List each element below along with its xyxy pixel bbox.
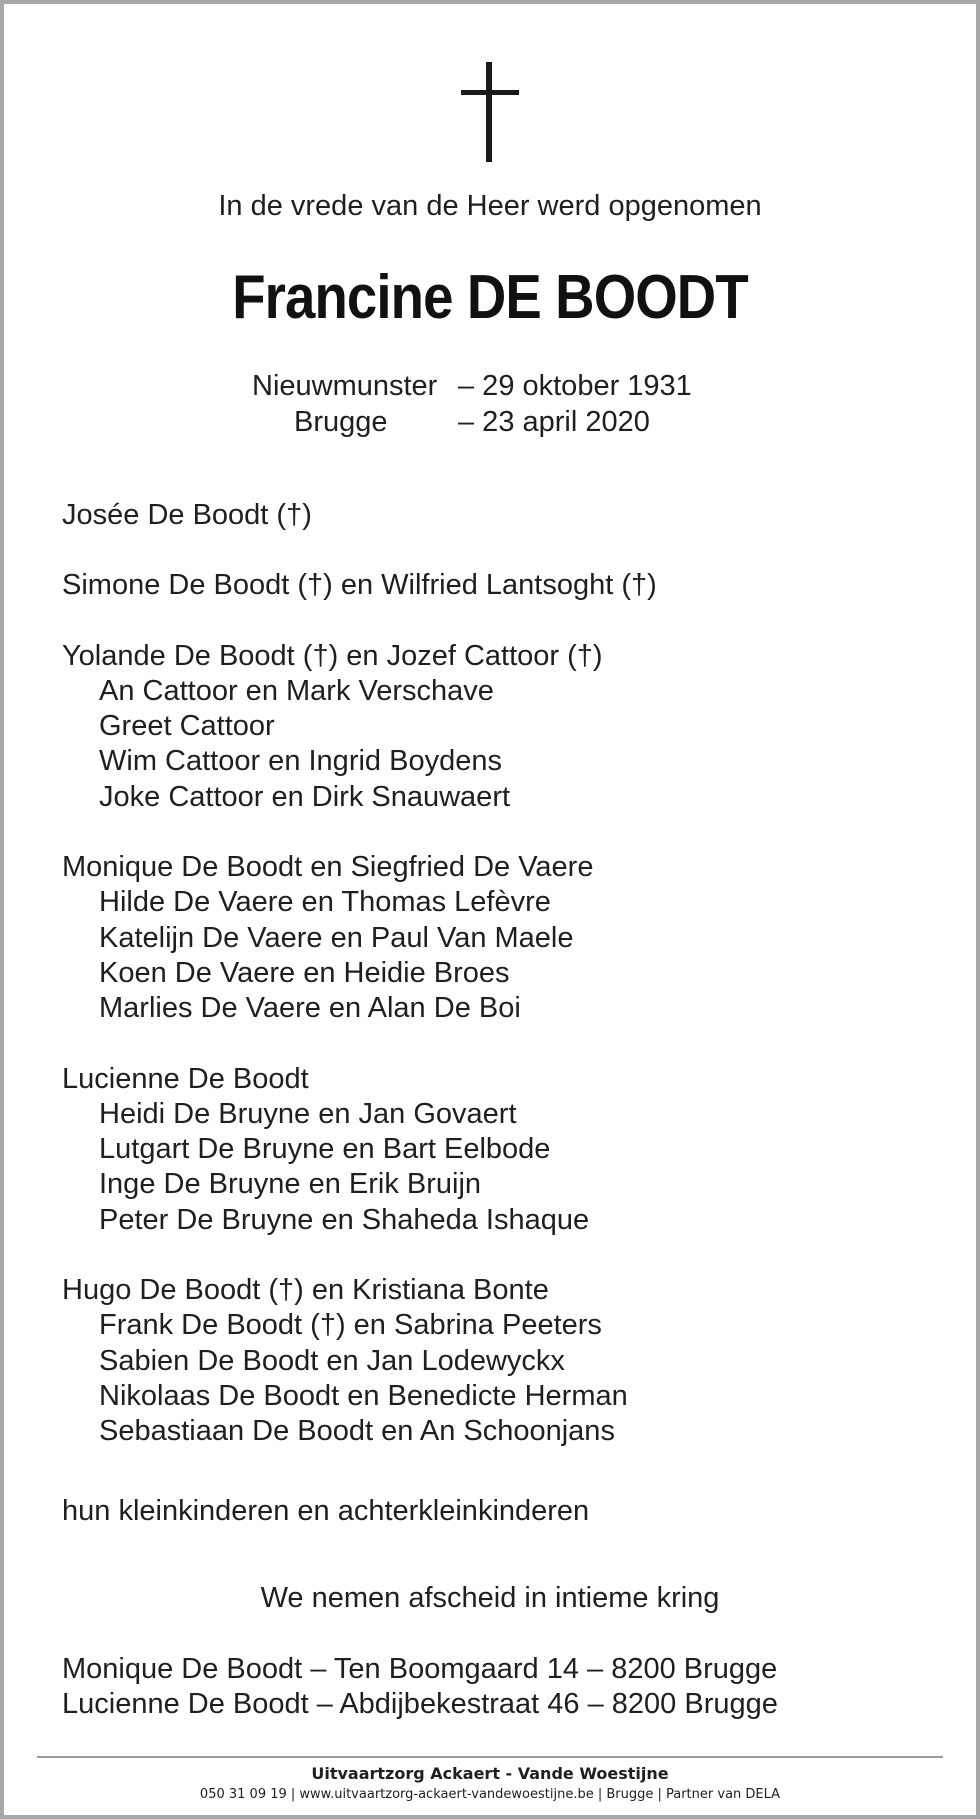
family-main-line: Josée De Boodt (†) <box>62 499 312 531</box>
family-main-line: Simone De Boodt (†) en Wilfried Lantsoght (†) <box>62 569 657 602</box>
family-sub-line: Joke Cattoor en Dirk Snauwaert <box>99 780 511 813</box>
family-sub-line: Sabien De Boodt en Jan Lodewyckx <box>99 1344 565 1377</box>
funeral-home-contact: 050 31 09 19 | www.uitvaartzorg-ackaert-vandewoestijne.be | Brugge | Partner van DELA <box>199 1787 781 1802</box>
funeral-home-name: Uitvaartzorg Ackaert - Vande Woestijne <box>311 1764 669 1783</box>
death-place: Brugge <box>294 406 388 438</box>
addresses <box>62 1652 778 1722</box>
family-sub-line: Nikolaas De Boodt en Benedicte Herman <box>99 1379 628 1412</box>
family-main-line: Lucienne De Boodt <box>62 1062 309 1095</box>
family-sub-line: Peter De Bruyne en Shaheda Ishaque <box>99 1203 590 1236</box>
family-sub-line: Wim Cattoor en Ingrid Boydens <box>99 745 502 778</box>
family-group <box>62 1062 942 1238</box>
deceased-name: Francine DE BOODT <box>232 263 748 332</box>
farewell-text: We nemen afscheid in intieme kring <box>260 1582 720 1614</box>
family-main-line: Yolande De Boodt (†) en Jozef Cattoor (†) <box>62 639 603 672</box>
family-group <box>62 850 942 1026</box>
family-sub-line: Katelijn De Vaere en Paul Van Maele <box>99 921 574 954</box>
birth-place: Nieuwmunster <box>252 370 438 402</box>
family-sub-line: Lutgart De Bruyne en Bart Eelbode <box>99 1133 551 1166</box>
address-line: Monique De Boodt – Ten Boomgaard 14 – 8200 Brugge <box>62 1653 778 1685</box>
footer-divider <box>37 1756 943 1758</box>
family-sub-line: Heidi De Bruyne en Jan Govaert <box>99 1097 517 1130</box>
family-sub-line: Greet Cattoor <box>99 710 275 743</box>
birth-row <box>4 368 976 404</box>
family-sub-line: Koen De Vaere en Heidie Broes <box>99 956 510 989</box>
death-row <box>4 404 976 440</box>
family-sub-line: Marlies De Vaere en Alan De Boi <box>99 992 521 1025</box>
life-dates <box>4 368 976 440</box>
family-sub-line: An Cattoor en Mark Verschave <box>99 674 494 707</box>
family-group <box>62 639 942 815</box>
family-sub-line: Hilde De Vaere en Thomas Lefèvre <box>99 886 551 919</box>
family-sub-line: Inge De Bruyne en Erik Bruijn <box>99 1168 482 1201</box>
intro-text: In de vrede van de Heer werd opgenomen <box>218 190 762 222</box>
family-main-line: Monique De Boodt en Siegfried De Vaere <box>62 851 594 884</box>
family-sub-line: Sebastiaan De Boodt en An Schoonjans <box>99 1415 615 1448</box>
family-group <box>62 1273 942 1449</box>
family-group <box>62 568 942 603</box>
family-main-line: Hugo De Boodt (†) en Kristiana Bonte <box>62 1274 549 1307</box>
cross-icon <box>461 62 519 162</box>
birth-date: – 29 oktober 1931 <box>458 370 692 402</box>
family-sub-line: Frank De Boodt (†) en Sabrina Peeters <box>99 1309 602 1342</box>
family-group <box>62 498 942 533</box>
death-date: – 23 april 2020 <box>458 406 650 438</box>
closing-line: hun kleinkinderen en achterkleinkinderen <box>62 1495 590 1527</box>
address-line: Lucienne De Boodt – Abdijbekestraat 46 – 8200 Brugge <box>62 1688 778 1720</box>
family-list <box>62 498 942 1485</box>
